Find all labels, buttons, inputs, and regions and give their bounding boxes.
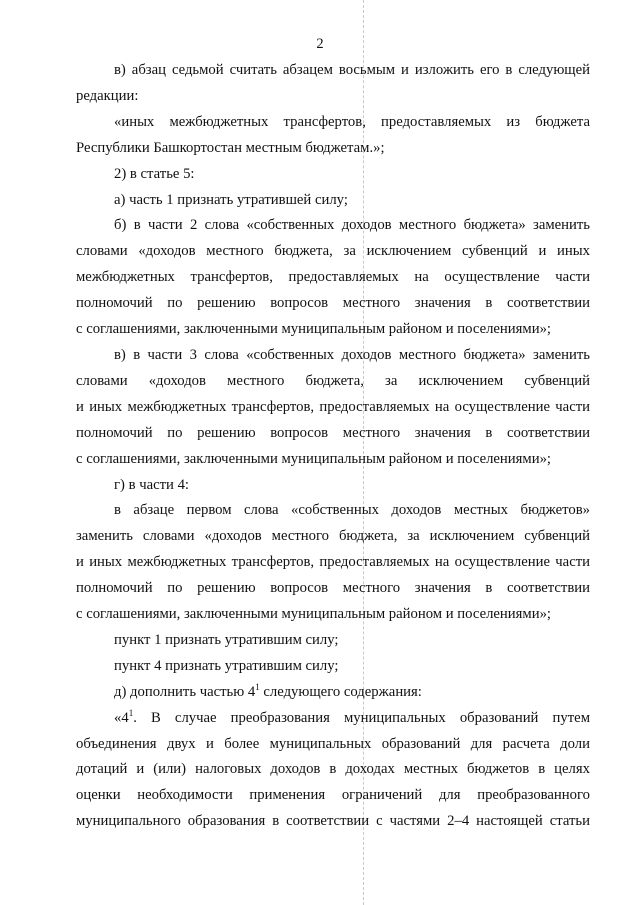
superscript: 1: [255, 681, 260, 692]
text-line: словами «доходов местного бюджета, за исключением субвенций: [76, 372, 590, 389]
page-number: 2: [316, 36, 324, 52]
text-line: Республики Башкортостан местным бюджетам.»;: [76, 139, 385, 156]
text-line: оценки необходимости применения ограничений для преобразованного: [76, 787, 590, 804]
text-line: и иных межбюджетных трансфертов, предоставляемых на осуществление части: [76, 554, 590, 571]
text-line: [76, 680, 590, 706]
superscript: 1: [128, 707, 134, 718]
text-line: и иных межбюджетных трансфертов, предоставляемых на осуществление части: [76, 398, 590, 415]
text-fragment: д) дополнить частью 4: [114, 683, 256, 700]
text-line: объединения двух и более муниципальных образований для расчета доли: [76, 735, 590, 752]
text-line: [76, 706, 590, 732]
text-fragment: «4: [114, 709, 129, 726]
text-line: пункт 4 признать утратившим силу;: [114, 657, 339, 674]
text-line: 2) в статье 5:: [114, 165, 195, 182]
text-line: с соглашениями, заключенными муниципальным районом и поселениями»;: [76, 321, 551, 338]
text-line: в абзаце первом слова «собственных доходов местных бюджетов»: [114, 502, 590, 519]
text-line: г) в части 4:: [114, 476, 189, 493]
text-line: редакции:: [76, 87, 139, 104]
text-line: межбюджетных трансфертов, предоставляемых на осуществление части: [76, 269, 590, 286]
text-line: полномочий по решению вопросов местного значения в соответствии: [76, 424, 590, 441]
text-line: б) в части 2 слова «собственных доходов местного бюджета» заменить: [114, 217, 590, 234]
text-line: в) абзац седьмой считать абзацем восьмым и изложить его в следующей: [114, 62, 590, 78]
text-line: заменить словами «доходов местного бюджета, за исключением субвенций: [76, 528, 590, 545]
text-line: пункт 1 признать утратившим силу;: [114, 631, 339, 648]
text-fragment: . В случае преобразования муниципальных образований путем: [133, 709, 590, 726]
text-line: «иных межбюджетных трансфертов, предоставляемых из бюджета: [114, 113, 590, 130]
text-line: словами «доходов местного бюджета, за исключением субвенций и иных: [76, 243, 590, 260]
text-line: полномочий по решению вопросов местного значения в соответствии: [76, 295, 590, 312]
text-line: с соглашениями, заключенными муниципальным районом и поселениями»;: [76, 606, 551, 623]
text-line: полномочий по решению вопросов местного значения в соответствии: [76, 580, 590, 597]
document-body: [76, 58, 590, 835]
text-line: муниципального образования в соответствии с частями 2–4 настоящей статьи: [76, 813, 590, 830]
text-line: в) в части 3 слова «собственных доходов местного бюджета» заменить: [114, 346, 590, 363]
text-line: а) часть 1 признать утратившей силу;: [114, 191, 348, 208]
text-line: дотаций и (или) налоговых доходов в доходах местных бюджетов в целях: [76, 761, 590, 778]
text-fragment: следующего содержания:: [259, 683, 422, 700]
text-line: с соглашениями, заключенными муниципальным районом и поселениями»;: [76, 450, 551, 467]
